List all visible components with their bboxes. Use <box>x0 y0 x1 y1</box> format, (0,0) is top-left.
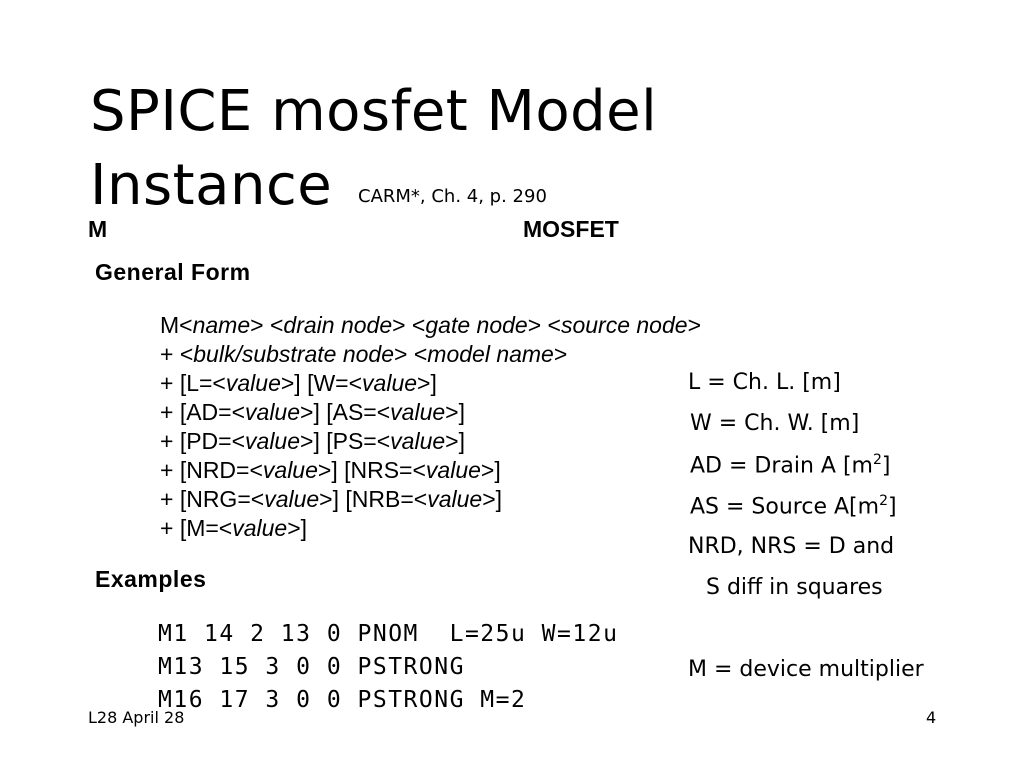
form-line-1: M<name> <drain node> <gate node> <source node> <box>160 312 701 338</box>
example-line: M16 17 3 0 0 PSTRONG M=2 <box>158 687 527 713</box>
form-line-8: + [M=<value>] <box>160 515 308 541</box>
note-nrd-nrs-line1: NRD, NRS = D and <box>688 534 895 559</box>
general-form <box>160 311 701 543</box>
header-right: MOSFET <box>523 216 619 242</box>
example-line: M1 14 2 13 0 PNOM L=25u W=12u <box>158 621 619 647</box>
slide-number: 4 <box>926 708 937 727</box>
example-line: M13 15 3 0 0 PSTRONG <box>158 654 465 680</box>
citation: CARM*, Ch. 4, p. 290 <box>358 186 547 207</box>
slide-title-line1: SPICE mosfet Model <box>90 79 658 144</box>
form-line-5: + [PD=<value>] [PS=<value>] <box>160 428 465 454</box>
form-line-3: + [L=<value>] [W=<value>] <box>160 370 437 396</box>
examples-list <box>158 618 618 717</box>
note-nrd-nrs-line2: S diff in squares <box>706 575 883 600</box>
note-source-area: AS = Source $A[m^2]$ <box>690 493 897 520</box>
note-width: W = Ch. W. [m] <box>690 411 860 436</box>
slide-title-line2: Instance <box>90 153 333 218</box>
note-multiplier: M = device multiplier <box>688 657 924 682</box>
examples-heading: Examples <box>95 566 207 592</box>
general-form-heading: General Form <box>95 259 251 285</box>
note-drain-area: AD = Drain A $[m^2]$ <box>690 452 891 479</box>
form-line-6: + [NRD=<value>] [NRS=<value>] <box>160 457 501 483</box>
header-left: M <box>88 216 108 242</box>
note-length: L = Ch. L. [m] <box>688 370 841 395</box>
form-line-2: + <bulk/substrate node> <model name> <box>160 341 568 367</box>
footer-date: L28 April 28 <box>88 708 185 727</box>
form-line-7: + [NRG=<value>] [NRB=<value>] <box>160 486 503 512</box>
form-line-4: + [AD=<value>] [AS=<value>] <box>160 399 465 425</box>
